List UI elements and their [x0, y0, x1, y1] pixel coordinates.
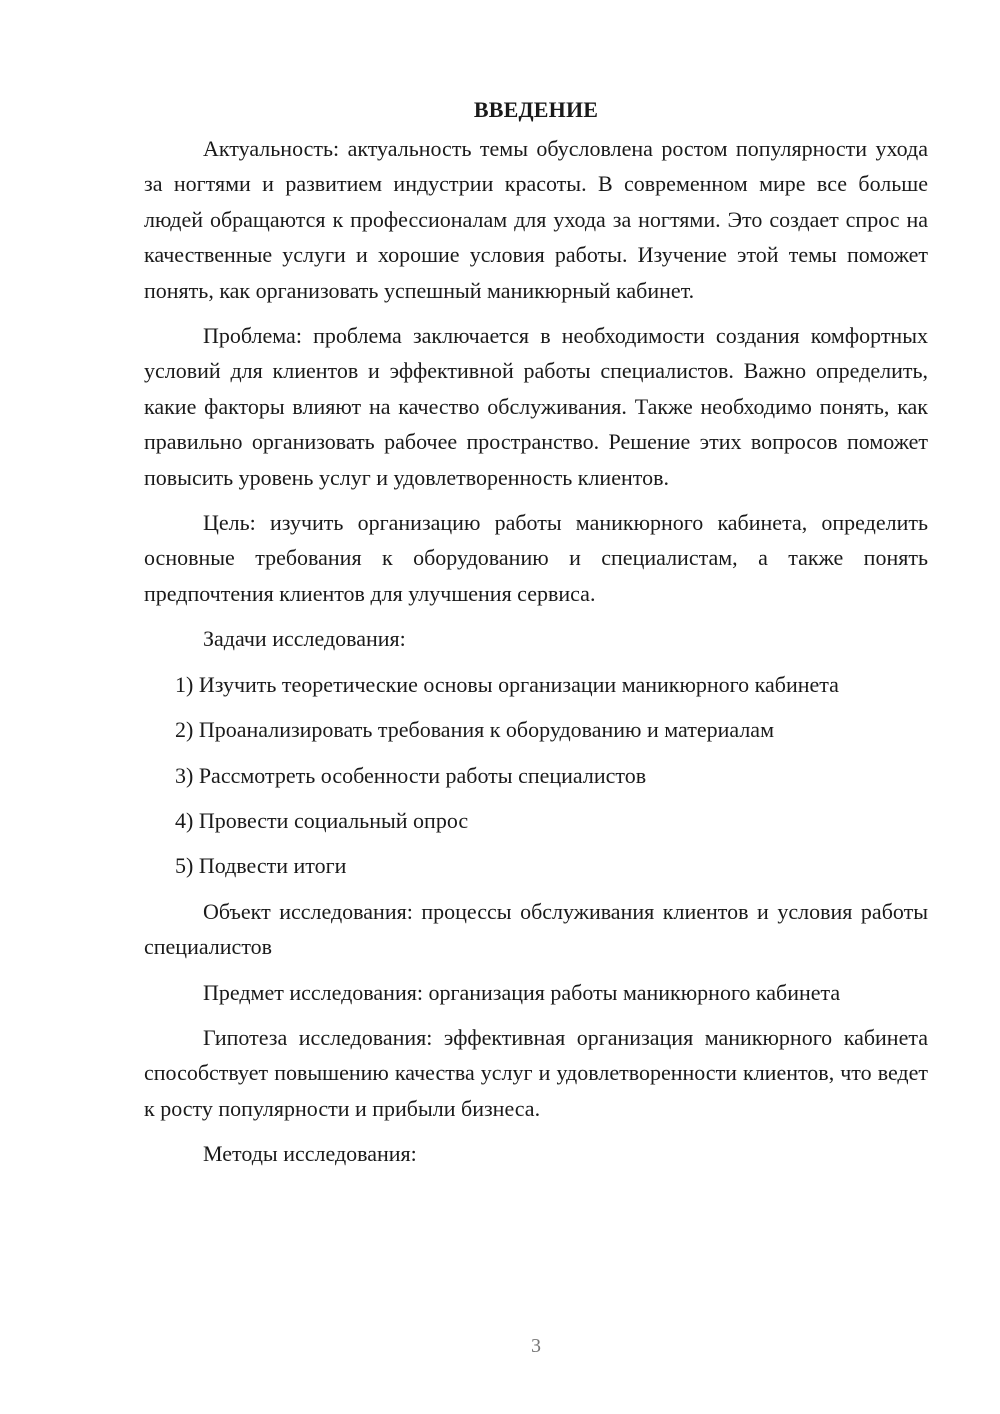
page-body — [144, 93, 928, 1182]
paragraph-hypothesis: Гипотеза исследования: эффективная организация маникюрного кабинета способствует повышению качества услуг и удовлетворенности клиентов, что ведет к росту популярности и прибыли бизнеса. — [144, 1024, 928, 1121]
task-item-2: 2) Проанализировать требования к оборудованию и материалам — [175, 717, 774, 743]
paragraph-goal: Цель: изучить организацию работы маникюрного кабинета, определить основные требования к оборудованию и специалистам, а также понять предпочтения клиентов для улучшения сервиса. — [144, 510, 928, 606]
page-number: 3 — [531, 1335, 541, 1357]
task-item-4: 4) Провести социальный опрос — [175, 807, 469, 833]
section-title: ВВЕДЕНИЕ — [473, 97, 599, 122]
paragraph-subject: Предмет исследования: организация работы маникюрного кабинета — [203, 979, 841, 1005]
tasks-heading: Задачи исследования: — [203, 626, 406, 652]
methods-heading: Методы исследования: — [203, 1141, 417, 1167]
paragraph-relevance: Актуальность: актуальность темы обусловлена ростом популярности ухода за ногтями и развитием индустрии красоты. В современном мире все больше людей обращаются к профессионалам для ухода за ногтями. Это создает спрос на качественные услуги и хорошие условия работы. Изучение этой темы поможет понять, как организовать успешный маникюрный кабинет. — [144, 136, 928, 303]
paragraph-object: Объект исследования: процессы обслуживания клиентов и условия работы специалистов — [144, 898, 928, 960]
task-item-5: 5) Подвести итоги — [175, 853, 347, 879]
paragraph-problem: Проблема: проблема заключается в необходимости создания комфортных условий для клиентов и эффективной работы специалистов. Важно определить, какие факторы влияют на качество обслуживания. Также необходимо понять, как правильно организовать рабочее пространство. Решение этих вопросов поможет повысить уровень услуг и удовлетворенность клиентов. — [144, 323, 928, 490]
task-item-1: 1) Изучить теоретические основы организации маникюрного кабинета — [175, 671, 839, 697]
tasks-list — [144, 667, 928, 884]
task-item-3: 3) Рассмотреть особенности работы специалистов — [175, 762, 647, 788]
